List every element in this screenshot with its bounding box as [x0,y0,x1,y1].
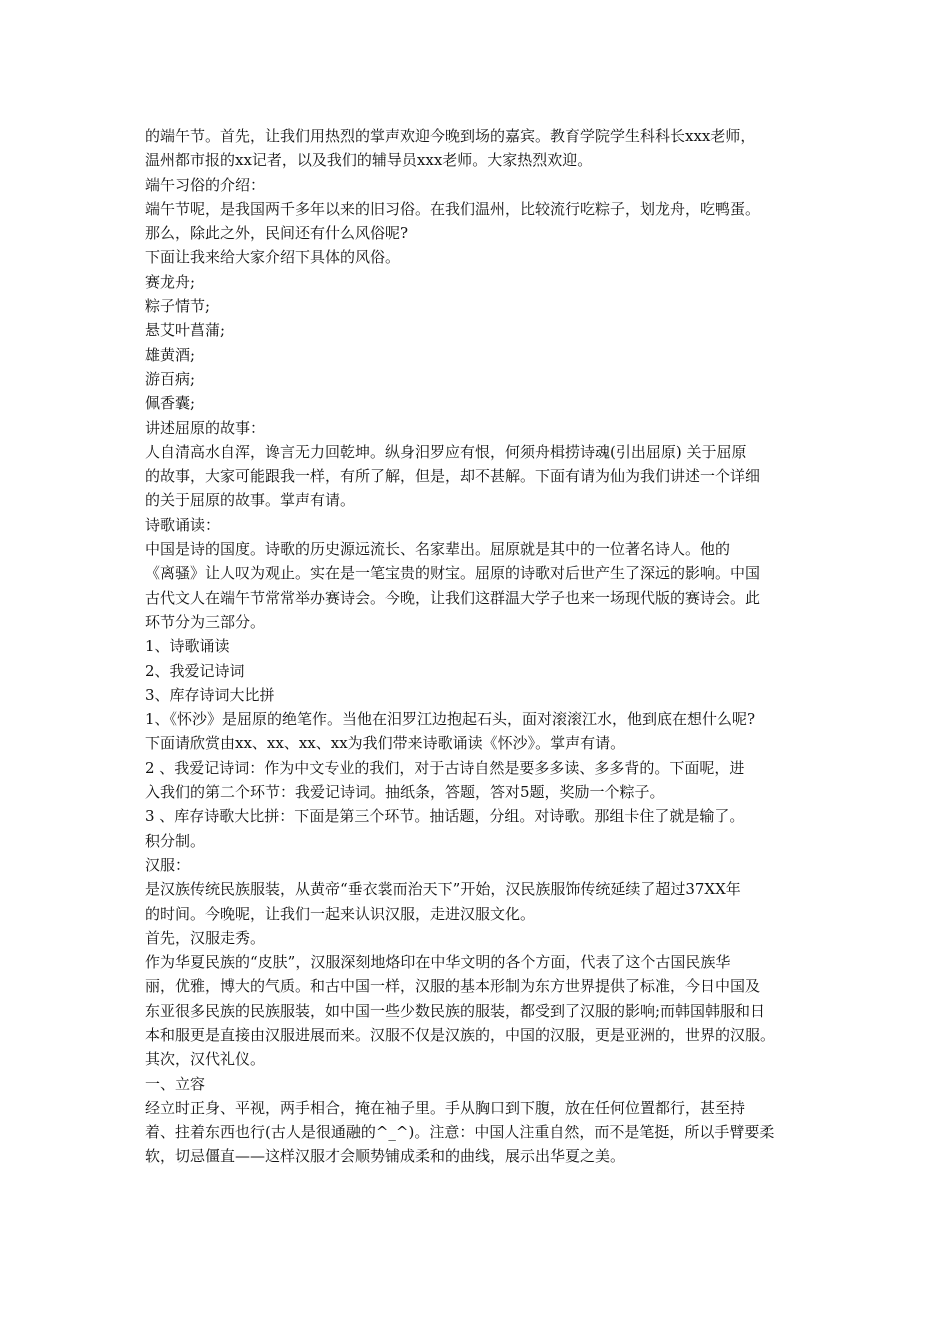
text-line: 软，切忌僵直——这样汉服才会顺势铺成柔和的曲线，展示出华夏之美。 [145,1147,626,1166]
text-line: 经立时正身、平视，两手相合，掩在袖子里。手从胸口到下腹，放在任何位置都行，甚至持 [145,1098,746,1117]
text-line: 佩香囊; [145,394,196,413]
text-line: 积分制。 [145,831,206,850]
text-line: 诗歌诵读： [145,515,221,534]
text-line: 下面请欣赏由xx、xx、xx、xx为我们带来诗歌诵读《怀沙》。掌声有请。 [145,734,626,753]
text-line: 那么，除此之外，民间还有什么风俗呢? [145,224,409,243]
text-line: 3 、库存诗歌大比拼：下面是第三个环节。抽话题，分组。对诗歌。那组卡住了就是输了。 [145,807,745,826]
text-line: 悬艾叶菖蒲; [145,321,226,340]
text-line: 1、诗歌诵读 [145,637,230,656]
text-line: 《离骚》让人叹为观止。实在是一笔宝贵的财宝。屈原的诗歌对后世产生了深远的影响。中国 [145,564,761,583]
text-line: 游百病; [145,369,196,388]
text-line: 温州都市报的xx记者，以及我们的辅导员xxx老师。大家热烈欢迎。 [145,151,593,170]
text-line: 入我们的第二个环节：我爱记诗词。抽纸条，答题，答对5题，奖励一个粽子。 [145,783,665,802]
text-line: 下面让我来给大家介绍下具体的风俗。 [145,248,401,267]
text-line: 着、拄着东西也行(古人是很通融的^_^)。注意：中国人注重自然，而不是笔挺，所以手臂要柔 [145,1123,775,1142]
document-body [145,124,817,1169]
text-line: 端午习俗的介绍： [145,175,266,194]
text-line: 雄黄酒; [145,345,196,364]
text-line: 的端午节。首先，让我们用热烈的掌声欢迎今晚到场的嘉宾。教育学院学生科科长xxx老师， [145,127,756,145]
text-line: 中国是诗的国度。诗歌的历史源远流长、名家辈出。屈原就是其中的一位著名诗人。他的 [145,540,731,559]
text-line: 丽，优雅，博大的气质。和古中国一样，汉服的基本形制为东方世界提供了标准，今日中国及 [145,977,761,996]
text-line: 的时间。今晚呢，让我们一起来认识汉服，走进汉服文化。 [145,904,536,923]
text-line: 古代文人在端午节常常举办赛诗会。今晚，让我们这群温大学子也来一场现代版的赛诗会。此 [145,588,761,607]
text-line: 2 、我爱记诗词：作为中文专业的我们，对于古诗自然是要多多读、多多背的。下面呢，进 [145,758,745,777]
text-line: 其次，汉代礼仪。 [145,1050,266,1069]
text-line: 端午节呢，是我国两千多年以来的旧习俗。在我们温州，比较流行吃粽子，划龙舟，吃鸭蛋。 [145,199,761,218]
text-line: 1、《怀沙》是屈原的绝笔作。当他在汨罗江边抱起石头，面对滚滚江水，他到底在想什么呢? [145,710,756,729]
text-line: 的关于屈原的故事。掌声有请。 [145,491,356,510]
text-line: 人自清高水自浑，谗言无力回乾坤。纵身汨罗应有恨，何须舟楫捞诗魂(引出屈原) 关于屈原 [145,442,747,461]
text-line: 讲述屈原的故事： [145,418,266,437]
text-line: 作为华夏民族的“皮肤”，汉服深刻地烙印在中华文明的各个方面，代表了这个古国民族华 [145,953,731,972]
text-line: 3、库存诗词大比拼 [145,685,275,704]
text-line: 环节分为三部分。 [145,612,266,631]
text-line: 2、我爱记诗词 [145,661,245,680]
text-line: 汉服： [145,855,191,874]
text-line: 东亚很多民族的民族服装，如中国一些少数民族的服装，都受到了汉服的影响;而韩国韩服和日 [145,1001,766,1020]
text-line: 是汉族传统民族服装，从黄帝“垂衣裳而治天下”开始，汉民族服饰传统延续了超过37XX年 [145,880,741,899]
text-line: 粽子情节; [145,297,211,316]
text-line: 本和服更是直接由汉服进展而来。汉服不仅是汉族的，中国的汉服，更是亚洲的，世界的汉服。 [145,1025,776,1044]
text-line: 的故事，大家可能跟我一样，有所了解，但是，却不甚解。下面有请为仙为我们讲述一个详细 [145,467,761,486]
text-line: 赛龙舟; [145,272,196,291]
text-line: 一、立容 [145,1074,206,1093]
text-line: 首先，汉服走秀。 [145,928,266,947]
